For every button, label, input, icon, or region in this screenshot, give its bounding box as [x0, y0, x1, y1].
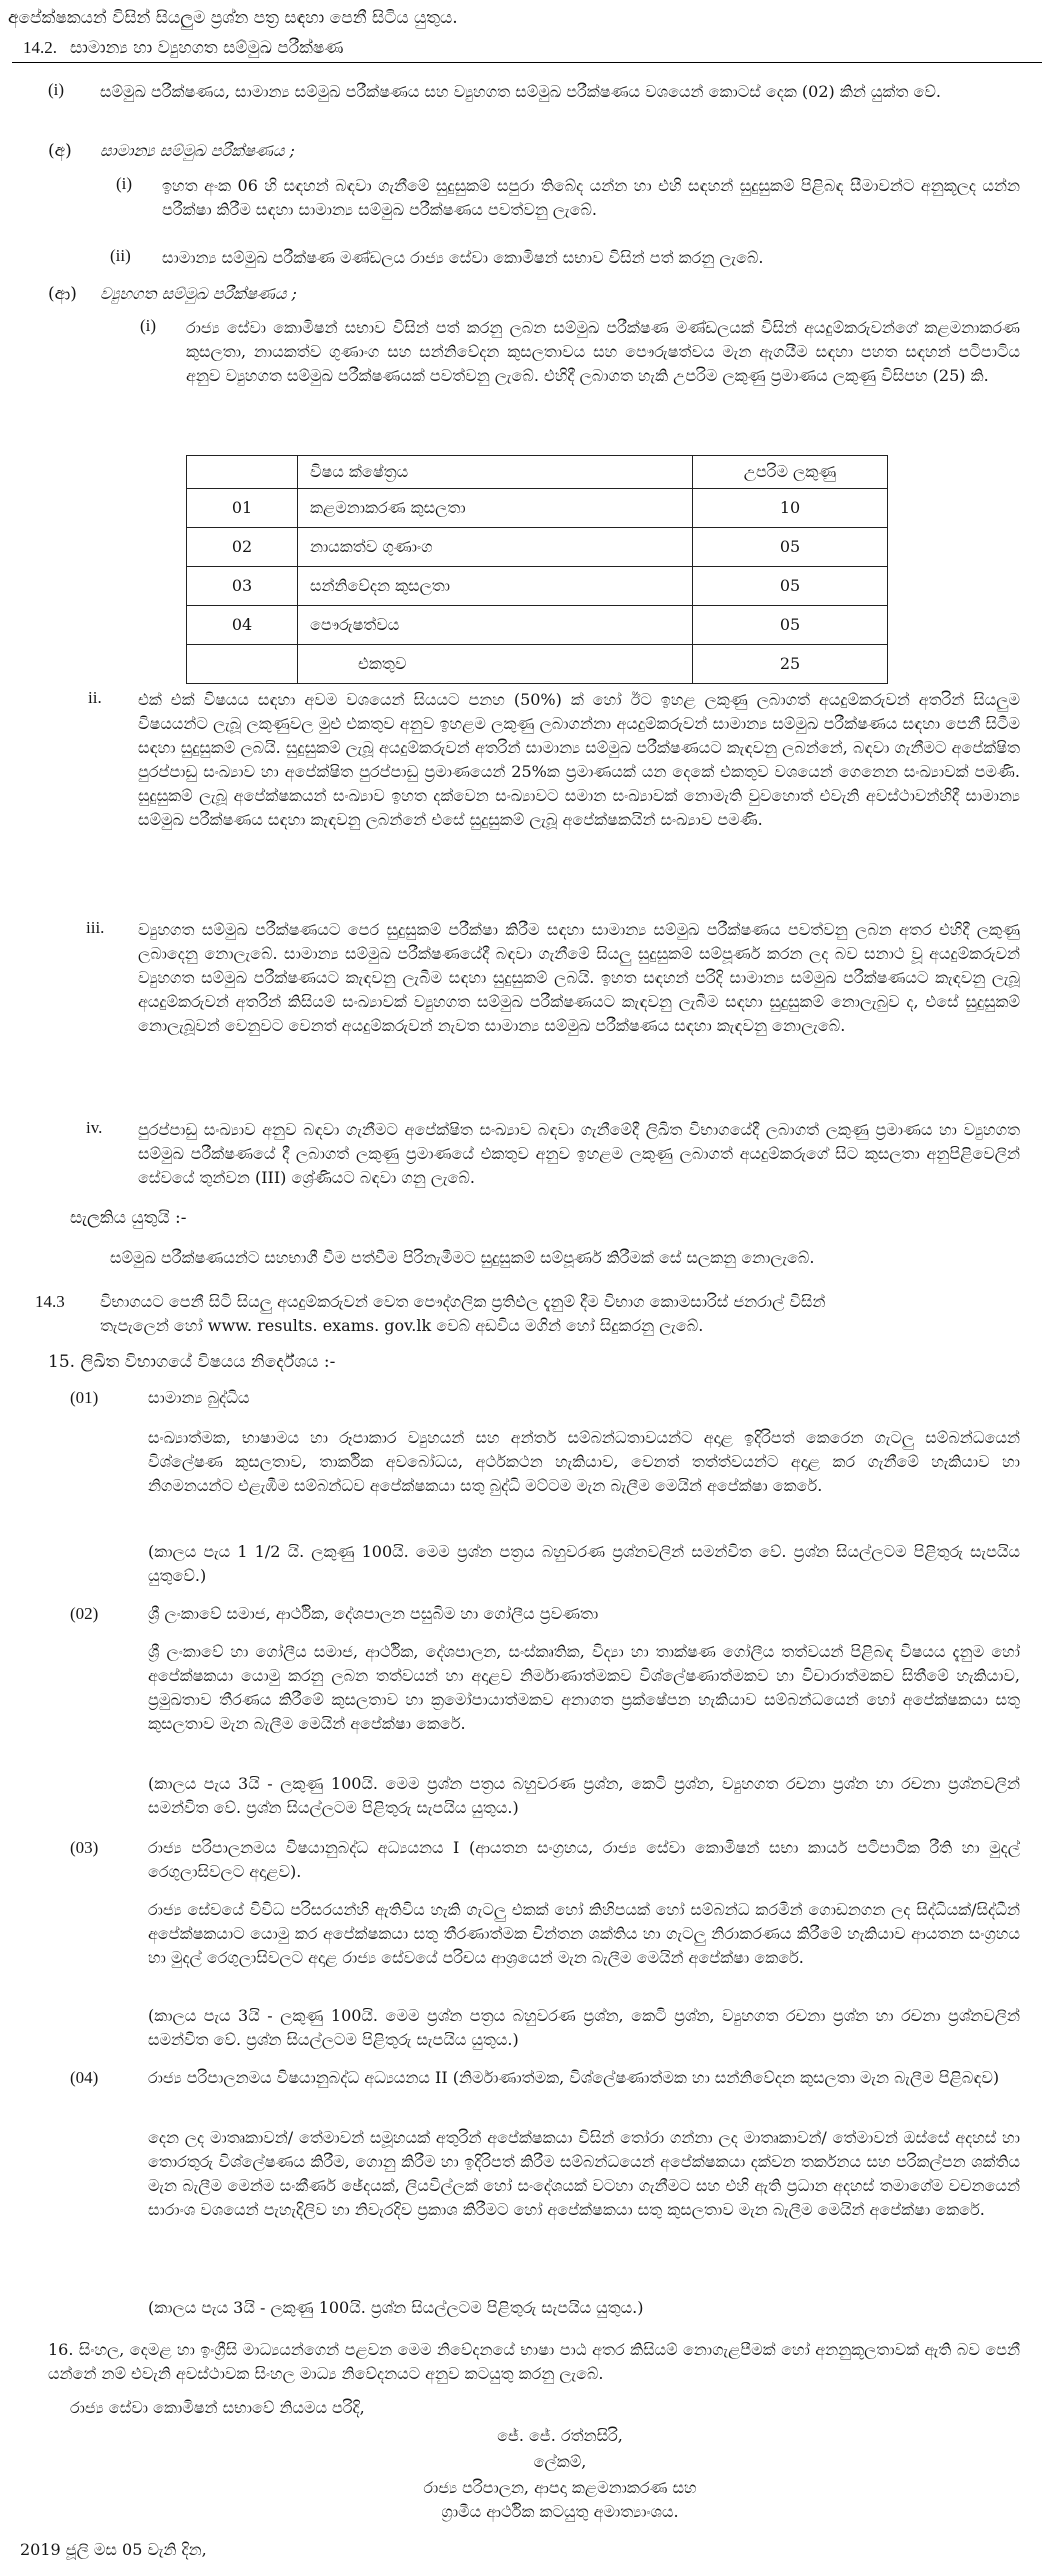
syllabus-04-mark: (04): [70, 2068, 99, 2087]
syllabus-01-body: සංඛ්‍යාත්මක, භාෂාමය හා රූපාකාර ව්‍යුහයන් සහ අන්තර් සම්බන්ධතාවයන්ට අදාළ ඉදිරිපත් කෙරෙන ගැටලු සම්බන්ධයෙන් විශ්ලේෂණ කුසලතාව, තාර්කික අවබෝධය, අර්ථකථන හැකියාව, වෙනත් තත්ත්වයන්ට අදාළ කර ගැනීමේ හැකියාව හා නිගමනයන්ට එළැඹීම සම්බන්ධව අපේක්ෂකයා සතු බුද්ධි මට්ටම මැන බැලීම මෙයින් අපේක්ෂා කෙරේ.: [148, 1428, 1020, 1495]
section-14-2-heading: සාමාන්‍ය හා ව්‍යුහගත සම්මුඛ පරීක්ෂණ: [70, 38, 344, 58]
table-cell-number: 01: [187, 489, 298, 528]
marks-table: [186, 455, 888, 684]
syllabus-02-title: ශ්‍රී ලංකාවේ සමාජ, ආර්ථික, දේශපාලන පසුබිම හා ගෝලීය ප්‍රවණතා: [148, 1604, 599, 1623]
note-iii-mark: iii.: [86, 918, 105, 937]
note-ii-mark: ii.: [88, 688, 102, 707]
section-15-heading: 15. ලිඛිත විභාගයේ විෂයය නිර්දේශය :-: [48, 1352, 336, 1372]
syllabus-03-title: රාජ්‍ය පරිපාලනමය විෂයානුබද්ධ අධ්‍යයනය I (ආයතන සංග්‍රහය, රාජ්‍ය සේවා කොමිෂන් සභා කාර්ය පටිපාටික රීති හා මුදල් රෙගුලාසිවලට අදාළව).: [148, 1838, 1020, 1881]
table-cell-field: පෞරුෂත්වය: [298, 606, 693, 645]
syllabus-01-mark: (01): [70, 1388, 99, 1407]
note-ii-text: එක් එක් විෂයය සඳහා අවම වශයෙන් සියයට පනහ (50%) ක් හෝ ඊට ඉහළ ලකුණු ලබාගත් අයදුම්කරුවන් අතරින් සියලුම විෂයයන්ට ලැබූ ලකුණුවල මුළු එකතුව අනුව ඉහළම ලකුණු ලබාගන්නා අයදුම්කරුවන් සාමාන්‍ය සම්මුඛ පරීක්ෂණය සඳහා පෙනී සිටීම සඳහා සුදුසුකම් ලබයි. සුදුසුකම් ලැබූ අයදුම්කරුවන් අතරින් සාමාන්‍ය සම්මුඛ පරීක්ෂණයට කැඳවනු ලබන්නේ, බඳවා ගැනීමට අපේක්ෂිත පුරප්පාඩු සංඛ්‍යාව හා අපේක්ෂිත පුරප්පාඩු ප්‍රමාණයෙන් 25%ක ප්‍රමාණයක් යන දෙකේ එකතුව වශයෙන් ගෙනෙන සංඛ්‍යාවක් පමණි. සුදුසුකම් ලැබූ අපේක්ෂකයන් සංඛ්‍යාව ඉහත දක්වෙන සංඛ්‍යාවට සමාන සංඛ්‍යාවක් නොමැති වුවහොත් එවැනි අවස්ථාවන්හිදී සාමාන්‍ය සම්මුඛ පරීක්ෂණය සඳහා කැඳවනු ලබන්නේ එසේ සුදුසුකම් ලැබූ අපේක්ෂකයින් සංඛ්‍යාව පමණි.: [138, 690, 1020, 829]
syllabus-04-note: (කාලය පැය 3යි - ලකුණු 100යි. ප්‍රශ්න සියල්ලටම පිළිතුරු සැපයිය යුතුය.): [148, 2298, 644, 2317]
item-a-mark: (අ): [48, 141, 72, 161]
table-total-row: [187, 645, 888, 684]
table-row: [187, 528, 888, 567]
item-a-i-text: ඉහත අංක 06 හි සඳහන් බඳවා ගැනීමේ සුදුසුකම් සපුරා තිබේද යන්න හා එහි සඳහන් සුදුසුකම් පිළිබඳ සීමාවන්ට අනුකූලද යන්න පරීක්ෂා කිරීම සඳහා සාමාන්‍ය සම්මුඛ පරීක්ෂණය පවත්වනු ලැබේ.: [162, 176, 1020, 219]
table-row: [187, 606, 888, 645]
note-iv-mark: iv.: [86, 1118, 103, 1137]
note-text: සම්මුඛ පරීක්ෂණයන්ට සහභාගී වීම පත්වීම පිරිනැමීමට සුදුසුකම් සම්පූර්ණ කිරීමක් සේ සලකනු නොලැබේ.: [110, 1248, 815, 1267]
syllabus-03-note: (කාලය පැය 3යි - ලකුණු 100යි. මෙම ප්‍රශ්න පත්‍රය බහුවරණ ප්‍රශ්න, කෙටි ප්‍රශ්න, ව්‍යුහගත රචනා ප්‍රශ්න හා රචනා ප්‍රශ්නවලින් සමන්විත වේ. ප්‍රශ්න සියල්ලටම පිළිතුරු සැපයිය යුතුය.): [148, 2006, 1020, 2049]
table-cell-field: නායකත්ව ගුණාංග: [298, 528, 693, 567]
section-14-3-line-2: තැපැලෙන් හෝ www. results. exams. gov.lk වෙබ් අඩවිය මගින් හෝ සිදුකරනු ලැබේ.: [100, 1316, 704, 1335]
ministry-line-2: ග්‍රාමීය ආර්ථික කටයුතු අමාත්‍යාංශය.: [441, 2502, 679, 2521]
syllabus-01-note: (කාලය පැය 1 1/2 යි. ලකුණු 100යි. මෙම ප්‍රශ්න පත්‍රය බහුවරණ ප්‍රශ්නවලින් සමන්විත වේ. ප්‍රශ්න සියල්ලටම පිළිතුරු සැපයිය යුතුවේ.): [148, 1542, 1020, 1585]
item-a-ii-mark: (ii): [110, 246, 131, 265]
note-iv-text: පුරප්පාඩු සංඛ්‍යාව අනුව බඳවා ගැනීමට අපේක්ෂිත සංඛ්‍යාව බඳවා ගැනීමේදී ලිඛිත විභාගයේදී ලබාගත් ලකුණු ප්‍රමාණය හා ව්‍යුහගත සම්මුඛ පරීක්ෂණයේ දී ලබාගත් ලකුණු ප්‍රමාණයේ එකතුව අනුව ඉහළම ලකුණු ලබාගත් අයදුම්කරුගේ සිට කුසලතා අනුපිළිවෙලින් සේවයේ තුන්වන (III) ශ්‍රේණියට බඳවා ගනු ලැබේ.: [138, 1120, 1020, 1187]
note-iii-text: ව්‍යුහගත සම්මුඛ පරීක්ෂණයට පෙර සුදුසුකම් පරීක්ෂා කිරීම සඳහා සාමාන්‍ය සම්මුඛ පරීක්ෂණය පවත්වනු ලබන අතර එහිදී ලකුණු ලබාදෙනු නොලැබේ. සාමාන්‍ය සම්මුඛ පරීක්ෂණයේදී බඳවා ගැනීමේ සියලු සුදුසුකම් සම්පූර්ණ කරන ලද බව සනාථ වූ අයදුම්කරුවන් ව්‍යුහගත සම්මුඛ පරීක්ෂණයට කැඳවනු ලැබීම සඳහා සුදුසුකම් ලබයි. ඉහත සඳහන් පරිදි සාමාන්‍ය සම්මුඛ පරීක්ෂණයට කැඳවනු ලැබූ අයදුම්කරුවන් අතරින් කිසියම් සංඛ්‍යාවක් ව්‍යුහගත සම්මුඛ පරීක්ෂණයට කැඳවනු ලැබීම සඳහා සුදුසුකම් නොලැබුව ද, එසේ සුදුසුකම් නොලැබූවන් වෙනුවට වෙනත් අයදුම්කරුවන් නැවත සාමාන්‍ය සම්මුඛ පරීක්ෂණය සඳහා කැඳවනු නොලැබේ.: [138, 920, 1020, 1035]
note-heading: සැලකිය යුතුයි :-: [70, 1208, 187, 1228]
item-a-ii-text: සාමාන්‍ය සම්මුඛ පරීක්ෂණ මණ්ඩලය රාජ්‍ය සේවා කොමිෂන් සභාව විසින් පත් කරනු ලැබේ.: [162, 248, 764, 267]
item-a-heading: සාමාන්‍ය සම්මුඛ පරීක්ෂණය ;: [100, 141, 295, 160]
item-aa-heading: ව්‍යුහගත සම්මුඛ පරීක්ෂණය ;: [100, 284, 297, 303]
table-header-number: [187, 456, 298, 489]
table-cell-number: 02: [187, 528, 298, 567]
section-rule: [12, 62, 1042, 63]
syllabus-03-body: රාජ්‍ය සේවයේ විවිධ පරිසරයන්හි ඇතිවිය හැකි ගැටලු එකක් හෝ කිහිපයක් හෝ සම්බන්ධ කරමින් ගොඩනගන ලද සිද්ධියක්/සිද්ධීන් අපේක්ෂකයාට යොමු කර අපේක්ෂකයා සතු තීරණාත්මක චින්තන ශක්තිය හා ගැටලු නිරාකරණය කිරීමේ හැකියාව ආයතන සංග්‍රහය හා මුදල් රෙගුලාසිවලට අදාළ රාජ්‍ය සේවයේ පරිචය ආශ්‍රයෙන් මැන බැලීම මෙයින් අපේක්ෂා කෙරේ.: [148, 1900, 1020, 1967]
table-cell-marks: 05: [693, 567, 888, 606]
table-cell-marks: 10: [693, 489, 888, 528]
item-aa-i-mark: (i): [140, 316, 157, 335]
date-line: 2019 ජූලි මස 05 වැනි දින,: [20, 2540, 207, 2559]
syllabus-02-note: (කාලය පැය 3යි - ලකුණු 100යි. මෙම ප්‍රශ්න පත්‍රය බහුවරණ ප්‍රශ්න, කෙටි ප්‍රශ්න, ව්‍යුහගත රචනා ප්‍රශ්න හා රචනා ප්‍රශ්නවලින් සමන්විත වේ. ප්‍රශ්න සියල්ලටම පිළිතුරු සැපයිය යුතුය.): [148, 1774, 1020, 1817]
syllabus-01-title: සාමාන්‍ය බුද්ධිය: [148, 1388, 250, 1407]
syllabus-02-body: ශ්‍රී ලංකාවේ හා ගෝලීය සමාජ, ආර්ථික, දේශපාලන, සංස්කෘතික, විද්‍යා හා තාක්ෂණ ගෝලීය තත්වයන් පිළිබඳ විෂයය දැනුම හෝ අපේක්ෂකයා යොමු කරනු ලබන තත්වයන් හා අදාළව නිර්මාණාත්මකව විශ්ලේෂණාත්මකව හා විචාරාත්මකව සිතීමේ හැකියාව, ප්‍රමුඛතාව තීරණය කිරීමේ කුසලතාව හා ක්‍රමෝපායාත්මකව අනාගත ප්‍රක්ෂේපන හැකියාව සම්බන්ධයෙන් හෝ අපේක්ෂකයා සතු කුසලතාව මැන බැලීම මෙයින් අපේක්ෂා කෙරේ.: [148, 1642, 1020, 1733]
syllabus-04-title: රාජ්‍ය පරිපාලනමය විෂයානුබද්ධ අධ්‍යයනය II (නිර්මාණාත්මක, විශ්ලේෂණාත්මක හා සන්නිවේදන කුසලතා මැන බැලීම පිළිබඳව): [148, 2068, 1000, 2087]
intro-line: අපේක්ෂකයන් විසින් සියලුම ප්‍රශ්න පත්‍ර සඳහා පෙනී සිටිය යුතුය.: [8, 8, 458, 28]
item-aa-mark: (ආ): [48, 284, 77, 304]
table-total-value: 25: [693, 645, 888, 684]
section-16-text: 16. සිංහල, දෙමළ හා ඉංග්‍රීසි මාධ්‍යයන්ගෙන් පළවන මෙම නිවේදනයේ භාෂා පාඨ අතර කිසියම් නොගැළපීමක් හෝ අනනුකූලතාවක් ඇති බව පෙනී යන්නේ නම් එවැනි අවස්ථාවක සිංහල මාධ්‍ය නිවේදනයට අනුව කටයුතු කරනු ලැබේ.: [48, 2340, 1020, 2383]
item-i-text: සම්මුඛ පරීක්ෂණය, සාමාන්‍ය සම්මුඛ පරීක්ෂණය සහ ව්‍යුහගත සම්මුඛ පරීක්ෂණය වශයෙන් කොටස් දෙක (02) කින් යුක්ත වේ.: [100, 82, 941, 101]
item-aa-i-text: රාජ්‍ය සේවා කොමිෂන් සභාව විසින් පත් කරනු ලබන සම්මුඛ පරීක්ෂණ මණ්ඩලයක් විසින් අයදුම්කරුවන්ගේ කළමනාකරණ කුසලතා, නායකත්ව ගුණාංග සහ සන්නිවේදන කුසලතාවය සහ පෞරුෂත්වය මැන ඇගයීම සඳහා පහත සඳහන් පටිපාටිය අනුව ව්‍යුහගත සම්මුඛ පරීක්ෂණයක් පවත්වනු ලැබේ. එහිදී ලබාගත හැකි උපරිම ලකුණු ප්‍රමාණය ලකුණු විසිපහ (25) කි.: [186, 318, 1020, 385]
table-cell-marks: 05: [693, 606, 888, 645]
section-14-3-line-1: විභාගයට පෙනී සිටි සියලු අයදුම්කරුවන් වෙත පෞද්ගලික ප්‍රතිඵල දැනුම් දීම විභාග කොමසාරිස් ජනරාල් විසින්: [100, 1292, 826, 1311]
table-cell-number: 03: [187, 567, 298, 606]
table-cell-field: කළමනාකරණ කුසලතා: [298, 489, 693, 528]
section-14-3-number: 14.3: [35, 1292, 65, 1311]
ministry-line-1: රාජ්‍ය පරිපාලන, ආපදා කළමනාකරණ සහ: [423, 2478, 697, 2497]
table-header-row: [187, 456, 888, 489]
order-line: රාජ්‍ය සේවා කොමිෂන් සභාවේ නියමය පරිදි,: [70, 2398, 365, 2417]
table-header-marks: උපරිම ලකුණු: [693, 456, 888, 489]
table-cell-number: 04: [187, 606, 298, 645]
table-header-field: විෂය ක්ෂේත්‍රය: [298, 456, 693, 489]
section-14-2-number: 14.2.: [23, 38, 57, 57]
table-row: [187, 567, 888, 606]
signatory-name: ජේ. ජේ. රත්නසිරි,: [497, 2426, 623, 2445]
syllabus-02-mark: (02): [70, 1604, 99, 1623]
syllabus-04-body: දෙන ලද මාතෘකාවන්/ තේමාවන් සමූහයක් අතුරින් අපේක්ෂකයා විසින් තෝරා ගන්නා ලද මාතෘකාවන්/ තේමාවන් ඔස්සේ අදහස් හා තොරතුරු විශ්ලේෂණය කිරීම, ගොනු කිරීම හා ඉදිරිපත් කිරීම සම්බන්ධයෙන් අපේක්ෂකයා දක්වන තර්කනය සහ පරිකල්පන ශක්තිය මැන බැලීම මෙන්ම සංකීර්ණ ඡේදයක්, ලියවිල්ලක් හෝ සංදේශයක් වටහා ගැනීමට සහ එහි ඇති ප්‍රධාන අදහස් තමාගේම වචනයෙන් සාරාංශ වශයෙන් පැහැදිලිව හා නිවැරදිව ප්‍රකාශ කිරීමට හෝ අපේක්ෂකයා සතු කුසලතාව මැන බැලීම මෙයින් අපේක්ෂා කෙරේ.: [148, 2128, 1020, 2219]
table-cell-field: සන්නිවේදන කුසලතා: [298, 567, 693, 606]
table-cell-empty: [187, 645, 298, 684]
table-cell-marks: 05: [693, 528, 888, 567]
signatory-title: ලේකම්,: [533, 2452, 587, 2471]
item-i-mark: (i): [48, 80, 65, 99]
table-row: [187, 489, 888, 528]
syllabus-03-mark: (03): [70, 1838, 99, 1857]
table-total-label: එකතුව: [298, 645, 693, 684]
item-a-i-mark: (i): [116, 174, 133, 193]
